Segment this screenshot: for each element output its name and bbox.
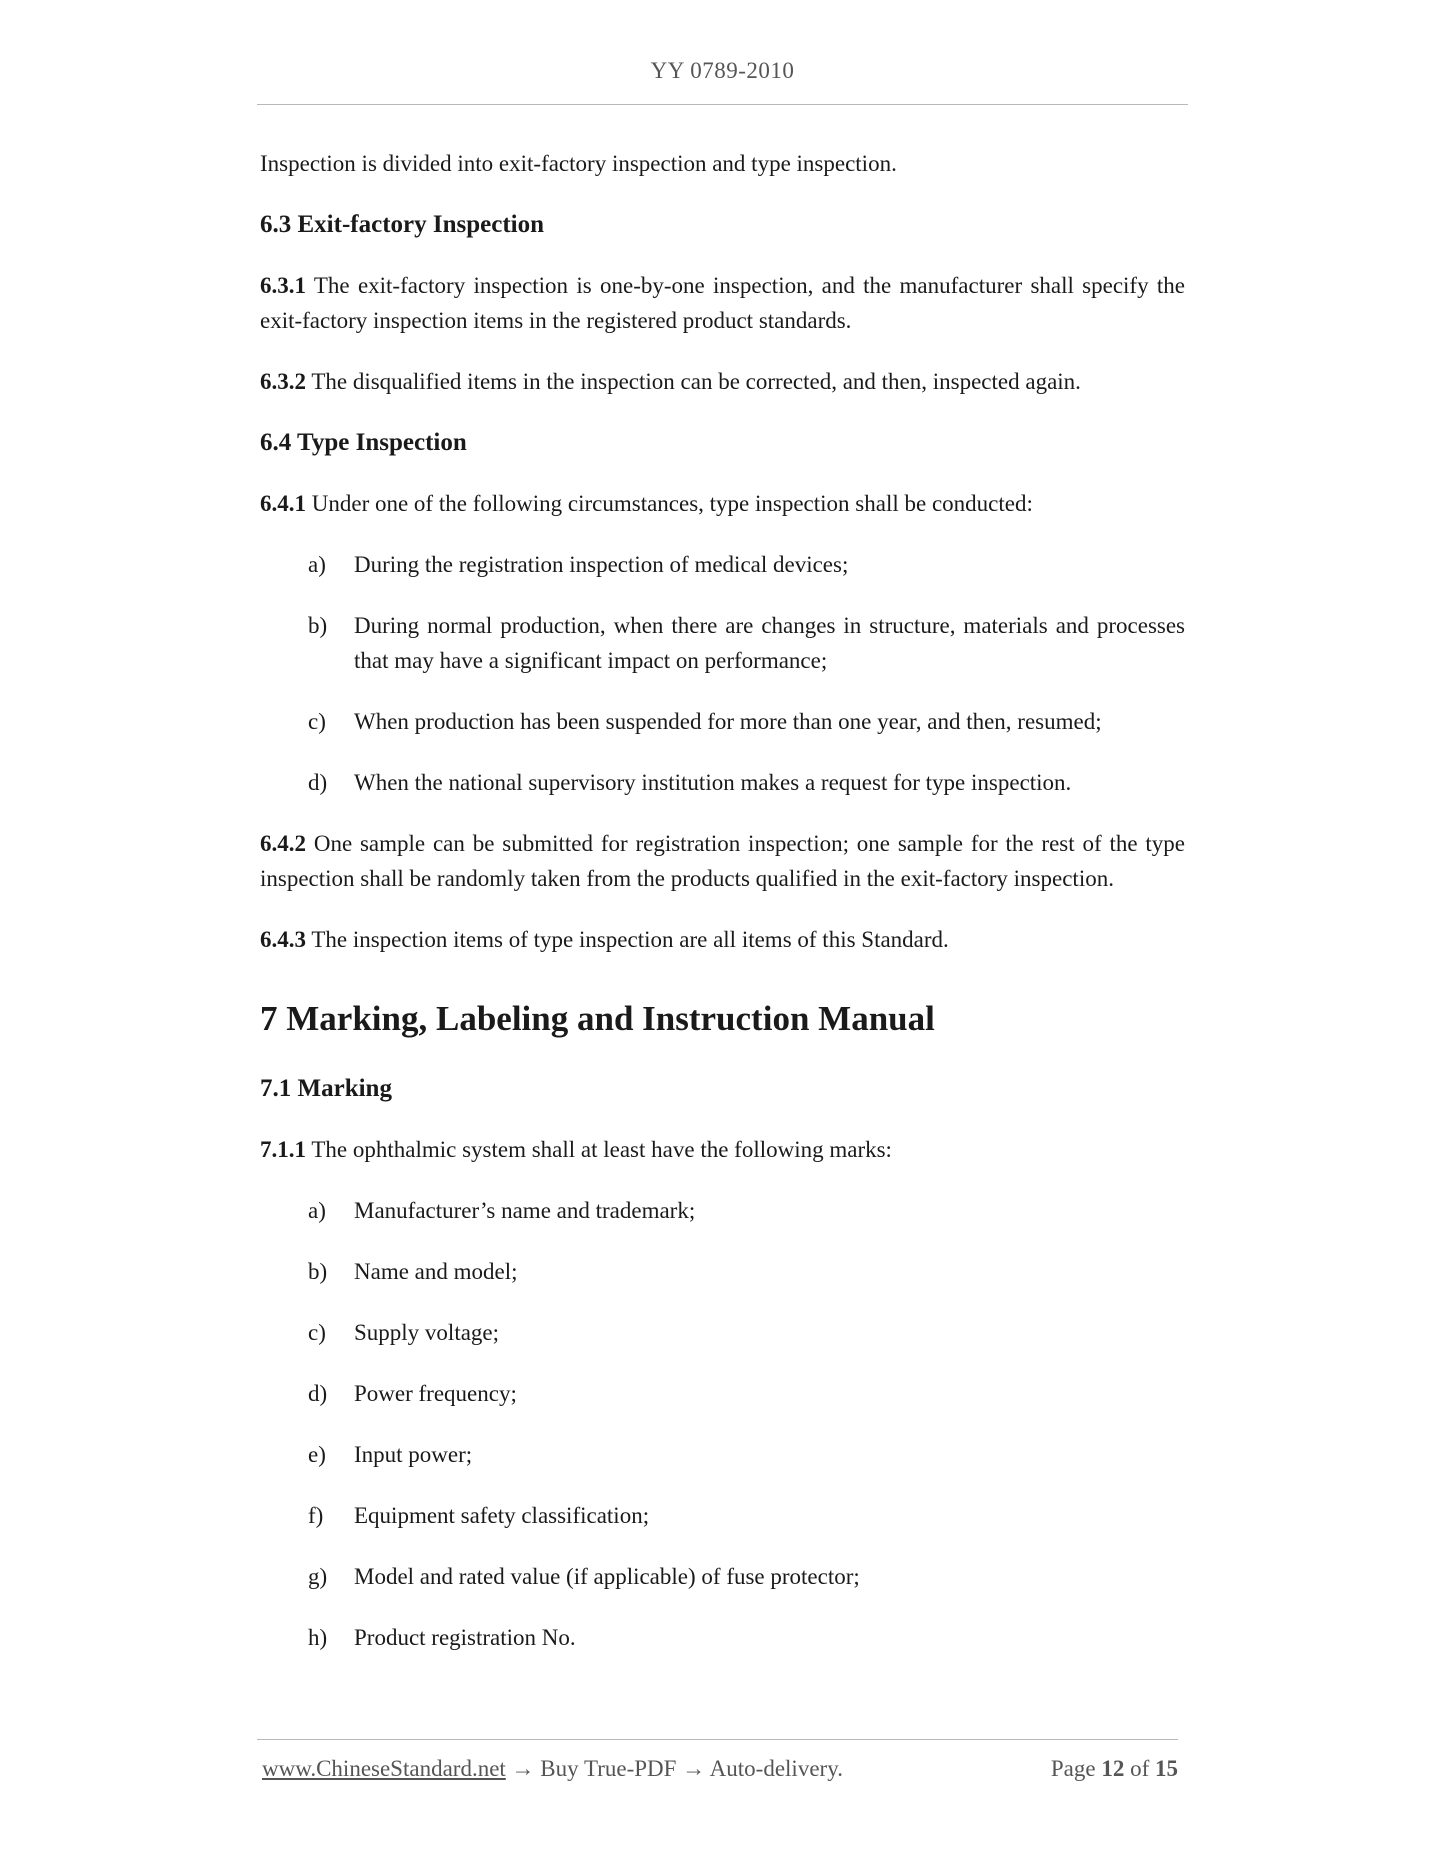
auto-delivery-text: Auto-delivery. (709, 1756, 843, 1781)
list-item (260, 1376, 1185, 1411)
list-marker: b) (308, 613, 328, 638)
page-content (260, 146, 1185, 1681)
buy-pdf-text: Buy True-PDF (540, 1756, 677, 1781)
list-marker: c) (308, 1320, 326, 1345)
current-page-number: 12 (1101, 1756, 1125, 1781)
clause-number: 7.1.1 (260, 1137, 306, 1162)
clause-text: The ophthalmic system shall at least have the following marks: (306, 1137, 892, 1162)
list-marker: c) (308, 709, 326, 734)
clause-number: 6.4.2 (260, 831, 306, 856)
list-marker: a) (308, 552, 326, 577)
clause-text: Under one of the following circumstances, type inspection shall be conducted: (306, 491, 1033, 516)
list-item (260, 1254, 1185, 1289)
footer-promo (262, 1756, 843, 1782)
clause-6-4-3 (260, 922, 1185, 957)
list-text: When production has been suspended for more than one year, and then, resumed; (354, 709, 1102, 734)
clause-number: 6.4.3 (260, 927, 306, 952)
clause-text: The disqualified items in the inspection can be corrected, and then, inspected again. (306, 369, 1081, 394)
list-text: Product registration No. (354, 1625, 576, 1650)
list-text: Power frequency; (354, 1381, 517, 1406)
list-item (260, 1620, 1185, 1655)
site-link[interactable]: www.ChineseStandard.net (262, 1756, 506, 1781)
list-text: Equipment safety classification; (354, 1503, 650, 1528)
list-item (260, 1315, 1185, 1350)
list-text: Model and rated value (if applicable) of fuse protector; (354, 1564, 860, 1589)
list-item (260, 704, 1185, 739)
list-item (260, 1437, 1185, 1472)
list-text: Name and model; (354, 1259, 518, 1284)
list-marker: a) (308, 1198, 326, 1223)
list-text: During normal production, when there are changes in structure, materials and processes that may have a significant impact on performance; (354, 613, 1185, 673)
clause-text: The exit-factory inspection is one-by-one inspection, and the manufacturer shall specify the exit-factory inspection items in the registered product standards. (260, 273, 1185, 333)
list-text: Supply voltage; (354, 1320, 500, 1345)
clause-number: 6.4.1 (260, 491, 306, 516)
clause-number: 6.3.2 (260, 369, 306, 394)
list-text: Input power; (354, 1442, 473, 1467)
list-marker: f) (308, 1503, 324, 1528)
header-divider (257, 104, 1188, 105)
arrow-right-icon: → (505, 1756, 541, 1781)
page-of-label: of (1124, 1756, 1155, 1781)
footer-divider (257, 1739, 1178, 1740)
chapter-7-heading: 7 Marking, Labeling and Instruction Manual (260, 999, 935, 1038)
list-item (260, 765, 1185, 800)
page-indicator (1051, 1756, 1178, 1782)
clause-6-3-2 (260, 364, 1185, 399)
list-marker: e) (308, 1442, 326, 1467)
list-marker: g) (308, 1564, 328, 1589)
list-marker: b) (308, 1259, 328, 1284)
section-7-1-heading: 7.1 Marking (260, 1075, 392, 1102)
list-text: During the registration inspection of medical devices; (354, 552, 849, 577)
clause-text: The inspection items of type inspection are all items of this Standard. (306, 927, 949, 952)
clause-6-4-2 (260, 826, 1185, 896)
list-item (260, 1193, 1185, 1228)
clause-number: 6.3.1 (260, 273, 306, 298)
clause-6-3-1 (260, 268, 1185, 338)
arrow-right-icon: → (676, 1756, 710, 1781)
section-6-4-heading: 6.4 Type Inspection (260, 429, 467, 456)
clause-6-4-1 (260, 486, 1185, 521)
list-marker: d) (308, 770, 328, 795)
list-item (260, 547, 1185, 582)
list-text: Manufacturer’s name and trademark; (354, 1198, 696, 1223)
circumstance-list (260, 547, 1185, 800)
section-6-3-heading: 6.3 Exit-factory Inspection (260, 211, 544, 238)
marks-list (260, 1193, 1185, 1655)
list-marker: d) (308, 1381, 328, 1406)
page-label: Page (1050, 1756, 1102, 1781)
list-item (260, 1559, 1185, 1594)
total-page-number: 15 (1155, 1756, 1178, 1781)
list-text: When the national supervisory institution makes a request for type inspection. (354, 770, 1072, 795)
list-marker: h) (308, 1625, 328, 1650)
clause-text: One sample can be submitted for registration inspection; one sample for the rest of the type inspection shall be randomly taken from the products qualified in the exit-factory inspection. (260, 831, 1185, 891)
list-item (260, 1498, 1185, 1533)
standard-code-header: YY 0789-2010 (650, 58, 795, 83)
intro-paragraph: Inspection is divided into exit-factory inspection and type inspection. (260, 151, 897, 176)
list-item (260, 608, 1185, 678)
clause-7-1-1 (260, 1132, 1185, 1167)
